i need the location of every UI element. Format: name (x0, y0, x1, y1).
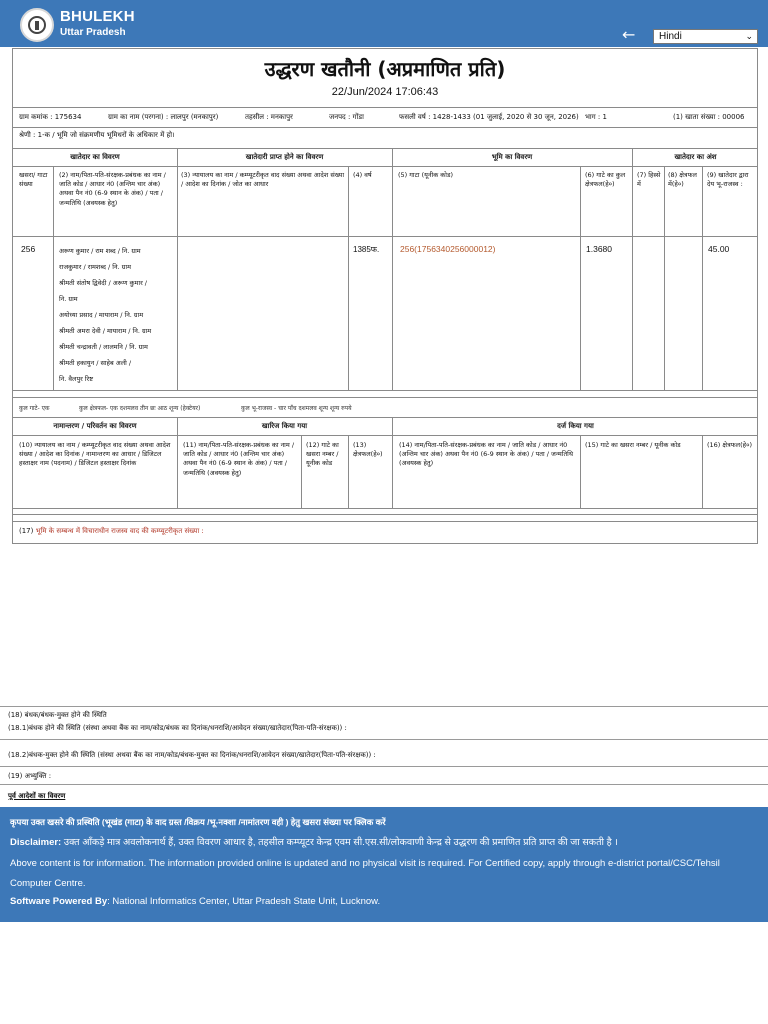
owners-list (59, 243, 177, 388)
col-header-removed-area: (13) क्षेत्रफल(हे०) (353, 441, 383, 459)
khatedar-group-header: खातेदार का विवरण (70, 153, 120, 161)
land-category: श्रेणी : 1-क / भूमि जो संक्रमणीय भूमिधरों के अधिकार में हो। (19, 131, 175, 139)
language-select-value: Hindi (659, 31, 682, 42)
owner-line: नि. ग्राम (59, 295, 78, 303)
col-header-share: (7) हिस्से में (637, 171, 661, 189)
col-header-total-area: (6) गाटे का कुल क्षेत्रफल(हे०) (585, 171, 626, 189)
footer-panel (0, 807, 768, 922)
year-value: 1385फ. (353, 245, 380, 254)
disclaimer (10, 835, 758, 848)
up-emblem-logo (20, 8, 54, 42)
owner-line: श्रीमती चन्द्रावती / लालमनि / नि. ग्राम (59, 343, 148, 351)
field-17 (19, 527, 204, 536)
removed-group-header: खारिज किया गया (261, 422, 308, 430)
owner-line: राजकुमार / रामशब्द / नि. ग्राम (59, 263, 131, 271)
disclaimer-label: Disclaimer: (10, 837, 62, 848)
field-17-label: भूमि के सम्बन्ध में विचाराधीन राजस्व वाद की कम्प्यूटरीकृत संख्या : (35, 527, 204, 535)
total-revenue: कुल भू-राजस्व - चार पाँच दशमलव शून्य शून्य रुपये (241, 405, 352, 412)
brand-title: BHULEKH (60, 8, 135, 25)
document-meta-row (13, 111, 757, 125)
owner-line: श्रीमती संतोष द्विवेदी / अरूण कुमार / (59, 279, 147, 287)
col-header-gata: (5) गाटा (यूनीक कोड) (398, 171, 453, 179)
col-header-revenue: (9) खातेदार द्वारा देय भू-राजस्व : (707, 171, 749, 189)
col-header-removed-owner: (11) नाम/पिता-पति-संरक्षक-प्रबंधक का नाम / जाति कोड / आधार नं0 (अन्तिम चार अंक) अथवा पैन नं0 (6-9 स्थान के अंक) / पता / जन्मतिथि (अवयस्क हेतु) (183, 441, 295, 477)
share-group-header: खातेदार का अंश (674, 153, 717, 161)
info-text: Above content is for information. The information provided online is updated and no physical visit is required. For Certified copy, apply through e-district portal/CSC/Tehsil Computer Centre. (10, 858, 720, 889)
revenue-value: 45.00 (708, 244, 730, 254)
powered-by-text: : National Informatics Center, Uttar Pradesh State Unit, Lucknow. (107, 896, 381, 907)
fasli-year: फसली वर्ष : 1428-1433 (01 जुलाई, 2020 से 30 जून, 2026) (399, 113, 579, 121)
tehsil: तहसील : मनकापुर (245, 113, 293, 121)
khata-number: (1) खाता संख्या : 00006 (673, 113, 745, 121)
document-title: उद्धरण खतौनी (अप्रमाणित प्रति) (264, 57, 506, 81)
col-header-area: (8) क्षेत्रफल में(हे०) (668, 171, 697, 189)
khasra-number: 256 (21, 244, 36, 254)
col-header-year: (4) वर्ष (353, 171, 372, 179)
total-area: कुल क्षेत्रफल- एक दशमलव तीन छः आठ शून्य (हेक्टेयर) (79, 405, 201, 412)
owner-line: अरूण कुमार / राम शब्द / नि. ग्राम (59, 247, 141, 255)
district: जनपद : गोंडा (329, 113, 364, 121)
khatauni-document (12, 48, 758, 544)
col-header-owner: (2) नाम/पिता-पति-संरक्षक-प्रबंधक का नाम / जाति कोड / आधार नं0 (अन्तिम चार अंक) अथवा पैन नं0 (6-9 स्थान के अंक) / पता / जन्मतिथि (अवयस्क हेतु) (59, 171, 166, 207)
part-number: भाग : 1 (585, 113, 607, 121)
land-group-header: भूमि का विवरण (491, 153, 533, 161)
field-18-2: (18.2)बंधक-मुक्त होने की स्थिति (संस्था अथवा बैंक का नाम/कोड/बंधक-मुक्त का दिनांक/धनराशि/आवेदन संख्या/खातेदार(पिता-पति-संरक्षक)) : (8, 751, 376, 759)
document-datetime: 22/Jun/2024 17:06:43 (331, 86, 439, 98)
col-header-added-gata: (15) गाटे का खसरा नम्बर / यूनीक कोड (585, 441, 681, 449)
col-header-mutation-court: (10) न्यायालय का नाम / कम्प्यूटरीकृत वाद संख्या अथवा आदेश संख्या / आदेश का दिनांक / नामान्तरण का आधार / डिजिटल हस्ताक्षर नाम (पदनाम) / डिजिटल हस्ताक्षर दिनांक (19, 441, 171, 468)
col-header-added-area: (16) क्षेत्रफल(हे०) (707, 441, 752, 449)
mutation-group-header: नामान्तरण / परिवर्तन का विवरण (53, 422, 137, 430)
added-group-header: दर्ज किया गया (557, 422, 594, 430)
language-select[interactable] (653, 29, 758, 44)
footer-note: कृपया उक्त खसरे की प्रस्थिति (भूखंड (गाटा) के वाद ग्रस्त /विक्रय /भू-नक्शा /नामांतरण वही ) हेतु खसरा संख्या पर क्लिक करें (10, 817, 386, 827)
powered-by-label: Software Powered By (10, 896, 108, 907)
back-arrow-icon[interactable]: ← (622, 25, 636, 44)
powered-by (10, 896, 758, 907)
owner-line: अयोध्या प्रसाद / मायाराम / नि. ग्राम (59, 311, 144, 319)
app-header (0, 0, 768, 47)
owner-line: श्रीमती हकायुन / साहेब अली / (59, 359, 132, 367)
total-gata: कुल गाटे- एक (19, 405, 50, 412)
total-area-value: 1.3680 (586, 244, 612, 254)
field-19: (19) अभ्युक्ति : (8, 772, 52, 780)
brand-subtitle: Uttar Pradesh (60, 27, 126, 38)
disclaimer-text: उक्त आँकड़े मात्र अवलोकनार्थ हैं, उक्त विवरण आधार है, तहसील कम्प्यूटर केन्द्र एवम सी.एस.सी/लोकवाणी केन्द्र से उद्धरण की प्रमाणित प्रति प्राप्त की जा सकती है । (61, 837, 618, 848)
chevron-down-icon: ⌄ (745, 31, 753, 41)
field-18-1: (18.1)बंधक होने की स्थिति (संस्था अथवा बैंक का नाम/कोड/बंधक का दिनांक/धनराशि/आवेदन संख्या/खातेदार(पिता-पति-संरक्षक)) : (8, 724, 347, 732)
col-header-added-owner: (14) नाम/पिता-पति-संरक्षक-प्रबंधक का नाम / जाति कोड / आधार नं0 (अन्तिम चार अंक) अथवा पैन नं0 (6-9 स्थान के अंक) / पता / जन्मतिथि (अवयस्क हेतु) (399, 441, 574, 468)
gata-link[interactable]: 256(1756340256000012) (400, 244, 496, 254)
field-18: (18) बंधक/बंधक-मुक्त होने की स्थिति (8, 711, 107, 719)
previous-orders[interactable]: पूर्व आदेशों का विवरण (8, 792, 66, 800)
village-code: ग्राम कमांक : 175634 (19, 113, 82, 121)
owner-line: नि. वैलपुर रिष्ट (59, 375, 93, 383)
col-header-court: (3) न्यायालय का नाम / कम्प्यूटरीकृत वाद संख्या अथवा आदेश संख्या / आदेश का दिनांक / जोत का आधार (181, 171, 345, 189)
owner-line: श्रीमती अमरा देवी / मायाराम / नि. ग्राम (59, 327, 152, 335)
field-17-number: (17) (19, 527, 34, 535)
col-header-removed-gata: (12) गाटे का खसरा नम्बर / यूनीक कोड (306, 441, 339, 468)
col-header-khasra: खसरा/ गाटा संख्या (19, 171, 48, 189)
rights-group-header: खातेदारी प्राप्त होने का विवरण (245, 153, 324, 161)
village-name: ग्राम का नाम (परगना) : लालपुर (मनकापुर) (108, 113, 219, 121)
